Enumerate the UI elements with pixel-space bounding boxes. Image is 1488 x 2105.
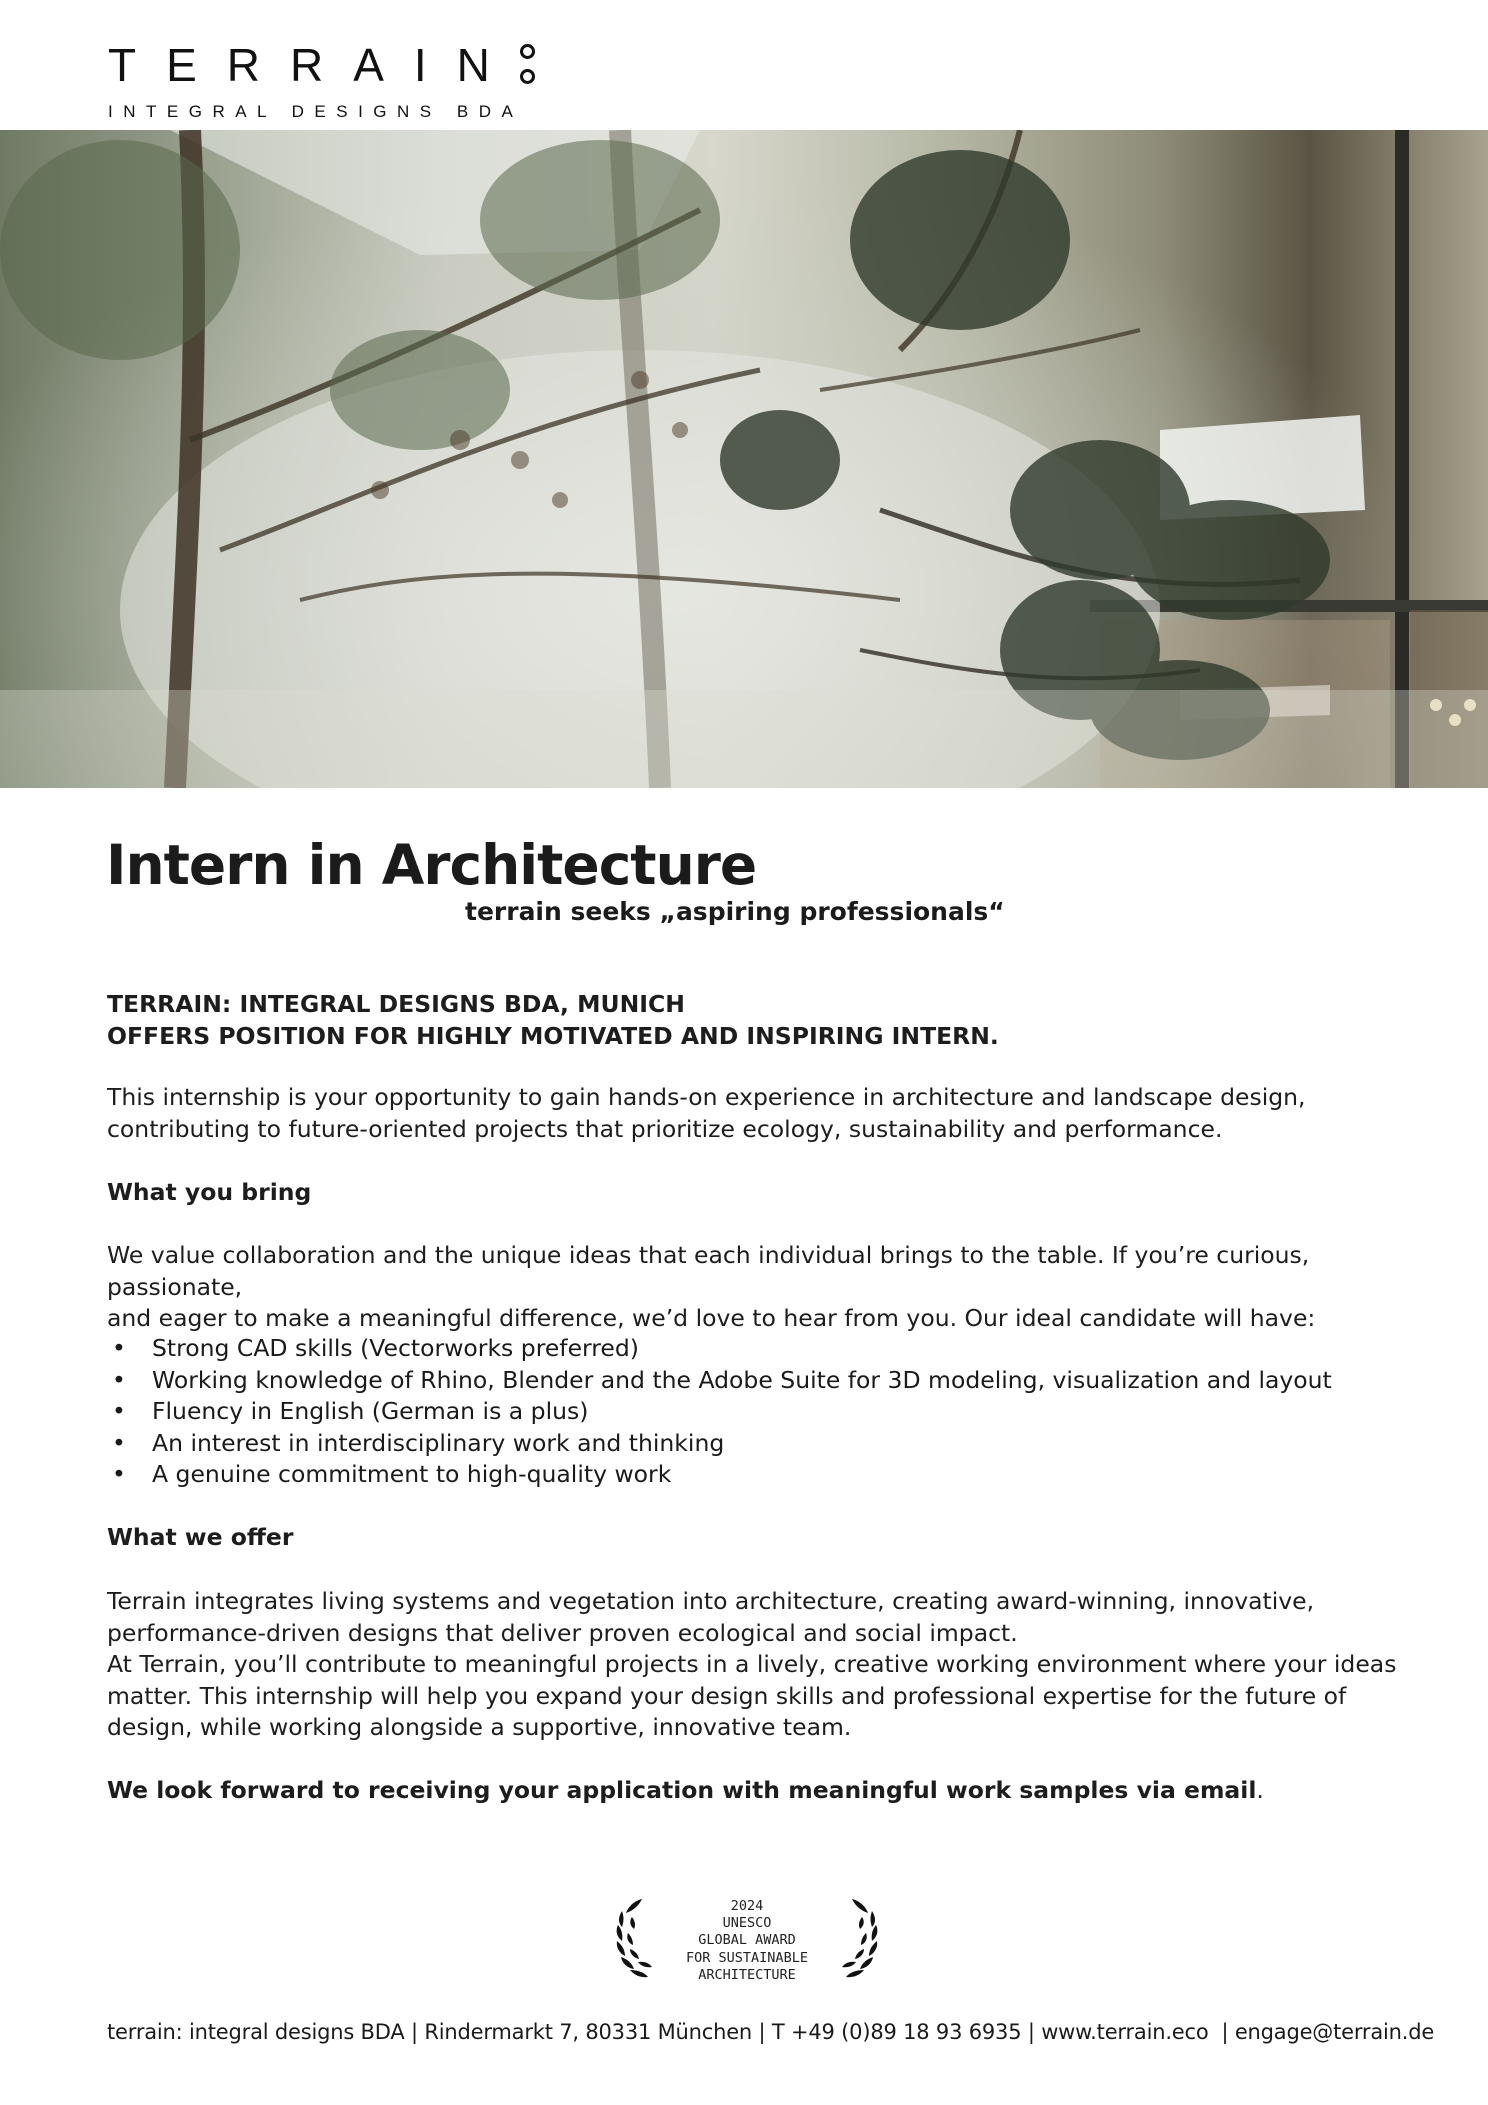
paragraph-line: contributing to future-oriented projects that prioritize ecology, sustainability and performance. (107, 1114, 1223, 1143)
footer-separator: | (404, 2020, 425, 2044)
logo-name: TERRAIN (108, 39, 520, 91)
footer-company: terrain: integral designs BDA (107, 2020, 405, 2044)
company-logo (108, 40, 534, 122)
paragraph-line: matter. This internship will help you expand your design skills and professional expertise for the future of (107, 1681, 1347, 1710)
section-heading-offer: What we offer (107, 1523, 294, 1551)
award-line: GLOBAL AWARD (698, 1932, 796, 1949)
logo-wordmark (108, 40, 534, 90)
award-badge (612, 1895, 882, 1995)
laurel-left-icon (612, 1895, 662, 1990)
photo-image-icon (0, 130, 1488, 788)
paragraph-line: design, while working alongside a supportive, innovative team. (107, 1713, 852, 1741)
award-line: ARCHITECTURE (698, 1966, 796, 1983)
paragraph-bring (107, 1240, 1427, 1335)
footer-separator: | (1215, 2020, 1235, 2044)
closing-statement (107, 1775, 1427, 1807)
paragraph-opportunity (107, 1082, 1427, 1145)
award-year: 2024 (730, 1898, 764, 1914)
footer-contact (107, 2020, 1434, 2044)
paragraph-line: and eager to make a meaningful difference, we’d love to hear from you. Our ideal candidate will have: (107, 1304, 1316, 1332)
footer-separator: | (1021, 2020, 1042, 2044)
list-item: • An interest in interdisciplinary work and thinking (107, 1428, 1332, 1460)
paragraph-line: At Terrain, you’ll contribute to meaningful projects in a lively, creative working environment where your ideas (107, 1650, 1397, 1678)
closing-text: We look forward to receiving your application with meaningful work samples via email (107, 1776, 1257, 1804)
intro-line-1: TERRAIN: INTEGRAL DESIGNS BDA, MUNICH (107, 990, 685, 1018)
logo-colon-icon (520, 44, 534, 94)
award-text (667, 1898, 827, 1984)
laurel-right-icon (832, 1895, 882, 1990)
paragraph-line: This internship is your opportunity to gain hands-on experience in architecture and landscape design, (107, 1083, 1306, 1111)
list-item: • A genuine commitment to high-quality work (107, 1459, 1332, 1491)
paragraph-line: We value collaboration and the unique ideas that each individual brings to the table. If you’re curious, passionate, (107, 1241, 1310, 1301)
paragraph-line: performance-driven designs that deliver proven ecological and social impact. (107, 1618, 1018, 1647)
award-line: FOR SUSTAINABLE (686, 1949, 808, 1966)
footer-address: Rindermarkt 7, 80331 München (424, 2020, 753, 2044)
closing-period: . (1256, 1776, 1264, 1804)
section-heading-bring: What you bring (107, 1178, 312, 1206)
logo-tagline: INTEGRAL DESIGNS BDA (108, 102, 524, 121)
intro-line-2: OFFERS POSITION FOR HIGHLY MOTIVATED AND INSPIRING INTERN. (107, 1021, 999, 1050)
paragraph-offer (107, 1586, 1427, 1744)
award-line: UNESCO (722, 1915, 772, 1932)
list-item: • Working knowledge of Rhino, Blender and the Adobe Suite for 3D modeling, visualization and layout (107, 1365, 1332, 1397)
page-subtitle: terrain seeks „aspiring professionals“ (465, 897, 1005, 926)
footer-website-link[interactable]: www.terrain.eco (1041, 2020, 1209, 2044)
footer-email-link[interactable]: engage@terrain.de (1234, 2020, 1435, 2044)
intro-block (107, 989, 1427, 1052)
hero-photo (0, 130, 1488, 788)
list-item: • Strong CAD skills (Vectorworks preferred) (107, 1333, 1332, 1365)
footer-separator: | (752, 2020, 772, 2044)
paragraph-line: Terrain integrates living systems and vegetation into architecture, creating award-winning, innovative, (107, 1587, 1315, 1615)
list-item: • Fluency in English (German is a plus) (107, 1396, 1332, 1428)
requirements-list (107, 1333, 1332, 1491)
footer-phone[interactable]: T +49 (0)89 18 93 6935 (771, 2020, 1022, 2044)
page-title: Intern in Architecture (106, 833, 757, 897)
